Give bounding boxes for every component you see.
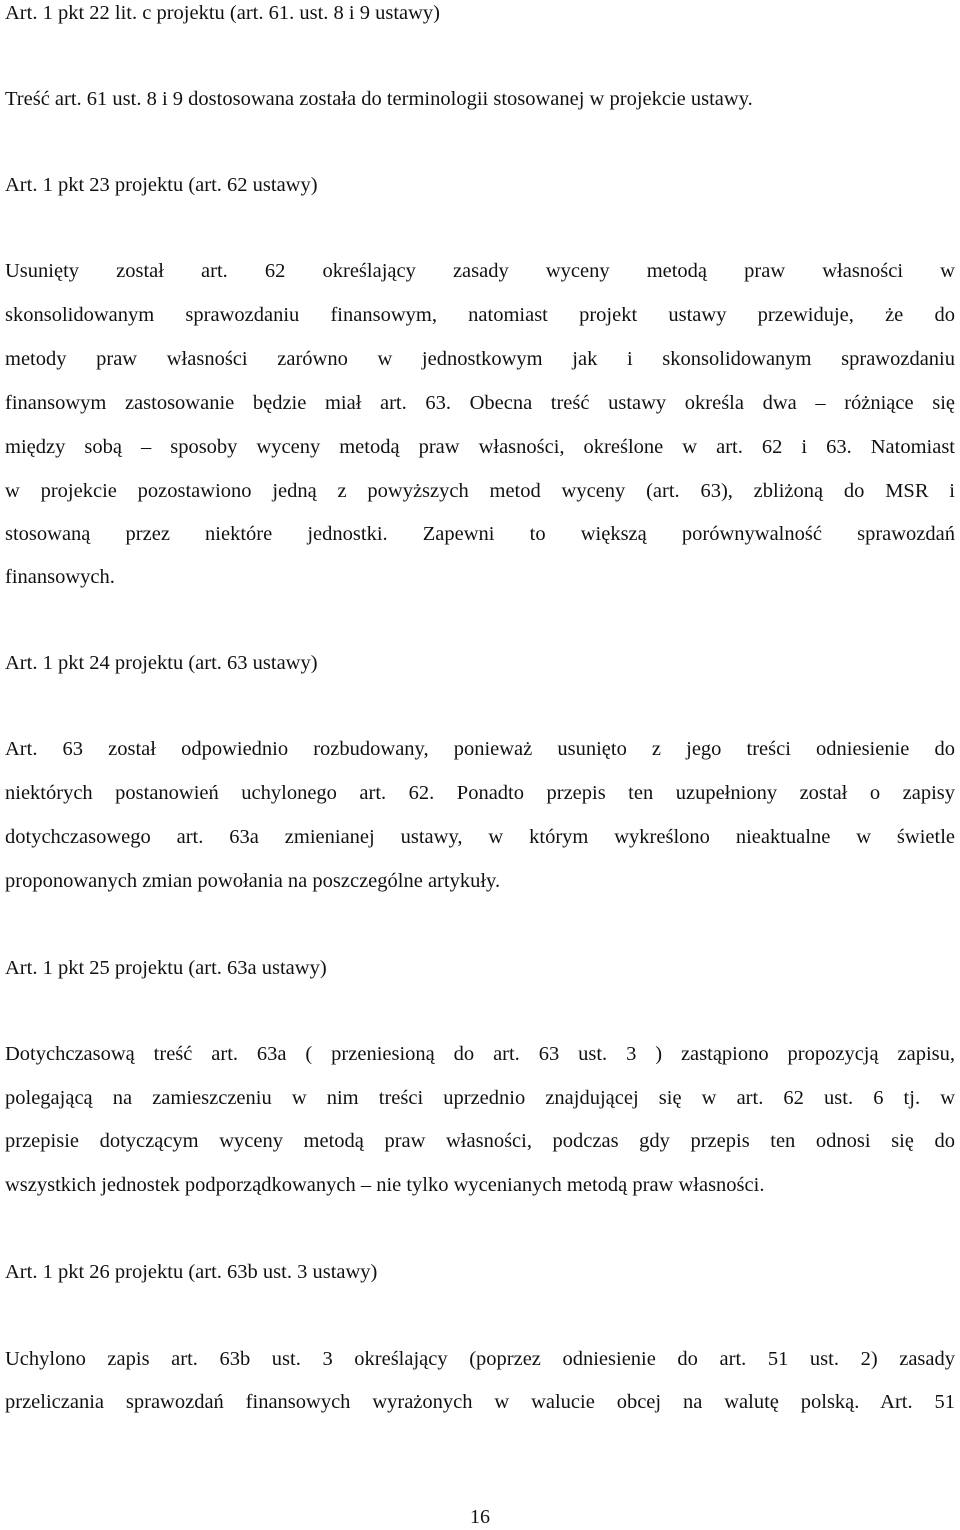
- paragraph-line: Art. 63 został odpowiednio rozbudowany, ponieważ usunięto z jego treści odniesienie do: [5, 738, 955, 760]
- page-number: 16: [470, 1506, 490, 1528]
- section-heading: Art. 1 pkt 23 projektu (art. 62 ustawy): [5, 174, 318, 196]
- paragraph-line: proponowanych zmian powołania na poszczególne artykuły.: [5, 870, 501, 892]
- paragraph-line: dotychczasowego art. 63a zmienianej ustawy, w którym wykreślono nieaktualne w świetle: [5, 826, 955, 848]
- paragraph-line: niektórych postanowień uchylonego art. 62. Ponadto przepis ten uzupełniony został o zapisy: [5, 782, 955, 804]
- paragraph-line: skonsolidowanym sprawozdaniu finansowym, natomiast projekt ustawy przewiduje, że do: [5, 304, 955, 326]
- paragraph-line: w projekcie pozostawiono jedną z powyższych metod wyceny (art. 63), zbliżoną do MSR i: [5, 480, 955, 502]
- paragraph-line: Treść art. 61 ust. 8 i 9 dostosowana została do terminologii stosowanej w projekcie ustawy.: [5, 88, 753, 110]
- section-heading: Art. 1 pkt 26 projektu (art. 63b ust. 3 ustawy): [5, 1261, 378, 1283]
- paragraph-line: polegającą na zamieszczeniu w nim treści uprzednio znajdującej się w art. 62 ust. 6 tj. w: [5, 1087, 955, 1109]
- paragraph-line: przepisie dotyczącym wyceny metodą praw własności, podczas gdy przepis ten odnosi się do: [5, 1130, 955, 1152]
- paragraph-line: Uchylono zapis art. 63b ust. 3 określający (poprzez odniesienie do art. 51 ust. 2) zasady: [5, 1348, 955, 1370]
- paragraph-line: Usunięty został art. 62 określający zasady wyceny metodą praw własności w: [5, 260, 955, 282]
- paragraph-line: metody praw własności zarówno w jednostkowym jak i skonsolidowanym sprawozdaniu: [5, 348, 955, 370]
- paragraph-line: wszystkich jednostek podporządkowanych – nie tylko wycenianych metodą praw własności.: [5, 1174, 765, 1196]
- section-heading: Art. 1 pkt 22 lit. c projektu (art. 61. ust. 8 i 9 ustawy): [5, 2, 440, 24]
- paragraph-line: między sobą – sposoby wyceny metodą praw własności, określone w art. 62 i 63. Natomiast: [5, 436, 955, 458]
- section-heading: Art. 1 pkt 25 projektu (art. 63a ustawy): [5, 957, 327, 979]
- paragraph-line: Dotychczasową treść art. 63a ( przeniesioną do art. 63 ust. 3 ) zastąpiono propozycją zapisu,: [5, 1043, 955, 1065]
- paragraph-line: finansowym zastosowanie będzie miał art. 63. Obecna treść ustawy określa dwa – różniące się: [5, 392, 955, 414]
- section-heading: Art. 1 pkt 24 projektu (art. 63 ustawy): [5, 652, 318, 674]
- paragraph-line: stosowaną przez niektóre jednostki. Zapewni to większą porównywalność sprawozdań: [5, 523, 955, 545]
- paragraph-line: finansowych.: [5, 566, 115, 588]
- paragraph-line: przeliczania sprawozdań finansowych wyrażonych w walucie obcej na walutę polską. Art. 51: [5, 1391, 955, 1413]
